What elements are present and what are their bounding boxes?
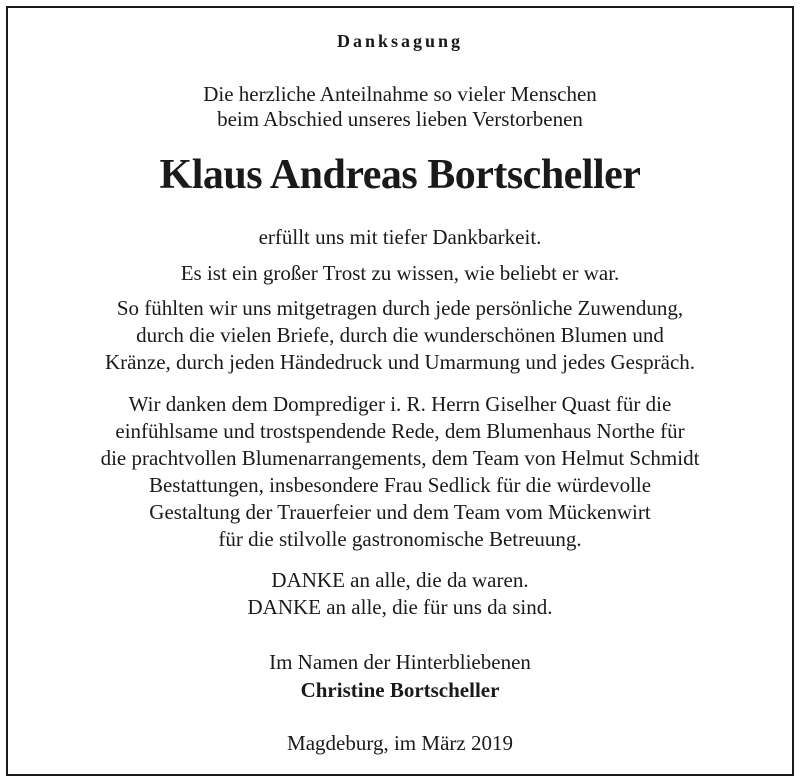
heading: Danksagung bbox=[336, 31, 464, 51]
paragraph1-line-3: Kränze, durch jeden Händedruck und Umarmung und jedes Gespräch. bbox=[104, 350, 696, 374]
thanks-line-1: DANKE an alle, die da waren. bbox=[271, 568, 529, 592]
paragraph2-line-1: Wir danken dem Domprediger i. R. Herrn Giselher Quast für die bbox=[128, 392, 672, 416]
intro-line-1: Die herzliche Anteilnahme so vieler Menschen bbox=[203, 82, 597, 106]
paragraph2-line-2: einfühlsame und trostspendende Rede, dem Blumenhaus Northe für bbox=[115, 419, 685, 443]
on-behalf-line: Im Namen der Hinterbliebenen bbox=[269, 650, 531, 674]
gratitude-line: erfüllt uns mit tiefer Dankbarkeit. bbox=[258, 225, 542, 249]
paragraph2-line-6: für die stilvolle gastronomische Betreuung. bbox=[218, 527, 582, 551]
paragraph1-line-1: So fühlten wir uns mitgetragen durch jede persönliche Zuwendung, bbox=[116, 296, 684, 320]
place-date: Magdeburg, im März 2019 bbox=[287, 731, 513, 755]
signer-name: Christine Bortscheller bbox=[300, 678, 500, 702]
comfort-line: Es ist ein großer Trost zu wissen, wie beliebt er war. bbox=[180, 261, 620, 285]
deceased-name: Klaus Andreas Bortscheller bbox=[159, 152, 641, 198]
paragraph1-line-2: durch die vielen Briefe, durch die wunderschönen Blumen und bbox=[136, 323, 664, 347]
paragraph2-line-3: die prachtvollen Blumenarrangements, dem Team von Helmut Schmidt bbox=[100, 446, 700, 470]
intro-line-2: beim Abschied unseres lieben Verstorbenen bbox=[217, 107, 583, 131]
paragraph2-line-5: Gestaltung der Trauerfeier und dem Team vom Mückenwirt bbox=[149, 500, 651, 524]
thanks-line-2: DANKE an alle, die für uns da sind. bbox=[247, 595, 553, 619]
paragraph2-line-4: Bestattungen, insbesondere Frau Sedlick für die würdevolle bbox=[148, 473, 652, 497]
